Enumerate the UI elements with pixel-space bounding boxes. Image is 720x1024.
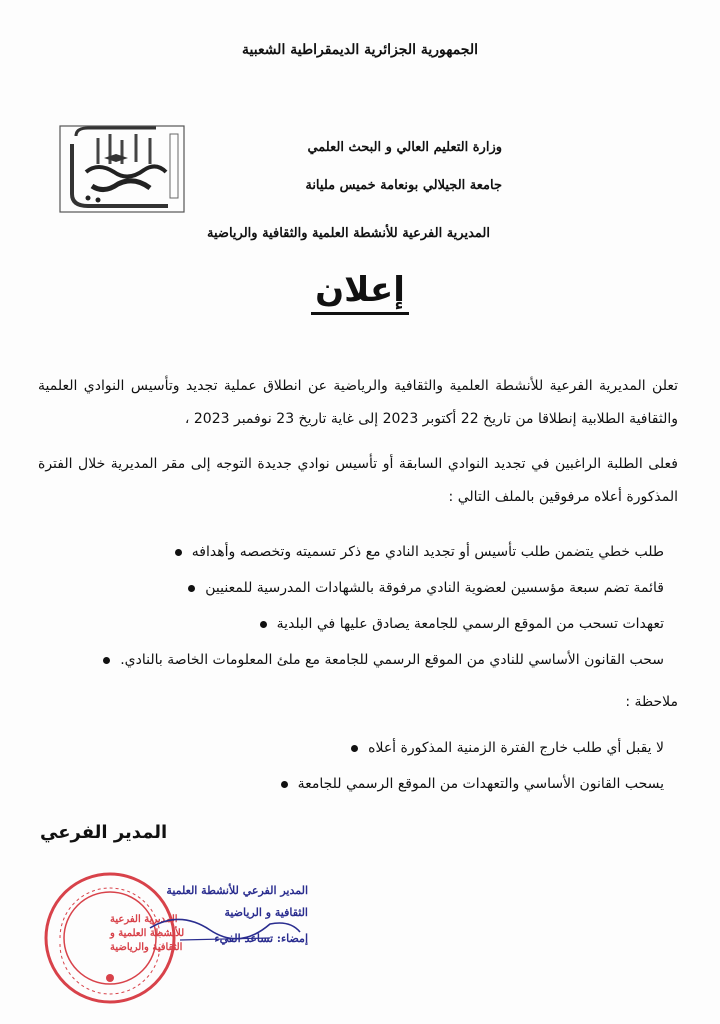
- requirements-list: [54, 534, 664, 678]
- note-label: ملاحظة :: [625, 694, 678, 710]
- list-item: [54, 606, 664, 642]
- rect-stamp-line: إمضاء: تساعد الفيء: [214, 932, 308, 945]
- university-name: جامعة الجيلالي بونعامة خميس مليانة: [305, 178, 502, 193]
- round-stamp-line: الثقافية والرياضية: [110, 942, 183, 953]
- list-item: [54, 766, 664, 802]
- list-item-text: قائمة تضم سبعة مؤسسين لعضوية النادي مرفوقة بالشهادات المدرسية للمعنيين: [205, 580, 664, 596]
- rect-stamp-line: المدير الفرعي للأنشطة العلمية: [166, 884, 308, 897]
- announcement-title-text: إعلان: [311, 270, 409, 315]
- rect-stamp-line: الثقافية و الرياضية: [224, 906, 308, 919]
- ministry-name: وزارة التعليم العالي و البحث العلمي: [307, 140, 502, 155]
- list-item-text: طلب خطي يتضمن طلب تأسيس أو تجديد النادي مع ذكر تسميته وتخصصه وأهدافه: [191, 544, 664, 560]
- bullet-icon: [260, 621, 267, 628]
- directorate-name: المديرية الفرعية للأنشطة العلمية والثقافية والرياضية: [207, 226, 490, 241]
- round-stamp-line: المديرية الفرعية: [110, 914, 178, 925]
- list-item: [54, 534, 664, 570]
- list-item-text: سحب القانون الأساسي للنادي من الموقع الرسمي للجامعة مع ملئ المعلومات الخاصة بالنادي.: [120, 652, 664, 668]
- republic-heading: الجمهورية الجزائرية الديمقراطية الشعبية: [241, 42, 478, 58]
- list-item: [54, 730, 664, 766]
- list-item: [54, 642, 664, 678]
- notes-list: [54, 730, 664, 802]
- bullet-icon: [103, 657, 110, 664]
- announcement-paragraph-2: فعلى الطلبة الراغبين في تجديد النوادي السابقة أو تأسيس نوادي جديدة التوجه إلى مقر المديرية خلال الفترة المذكورة أعلاه مرفوقين بالملف التالي :: [38, 456, 678, 505]
- signatory-title: المدير الفرعي: [40, 822, 168, 843]
- university-logo: [58, 124, 186, 214]
- list-item-text: لا يقبل أي طلب خارج الفترة الزمنية المذكورة أعلاه: [368, 740, 664, 756]
- bullet-icon: [175, 549, 182, 556]
- round-stamp-line: للأنشطة العلمية و: [110, 928, 185, 939]
- bullet-icon: [188, 585, 195, 592]
- list-item-text: يسحب القانون الأساسي والتعهدات من الموقع الرسمي للجامعة: [297, 776, 664, 792]
- announcement-title: [0, 270, 720, 310]
- bullet-icon: [281, 781, 288, 788]
- signature-scribble: [120, 880, 310, 960]
- announcement-paragraph-1: تعلن المديرية الفرعية للأنشطة العلمية والثقافية والرياضية عن انطلاق عملية تجديد وتأسيس النوادي العلمية والثقافية الطلابية إنطلاقا من تاريخ 22 أكتوبر 2023 إلى غاية تاريخ 23 نوفمبر 2023 ،: [38, 378, 678, 427]
- list-item: [54, 570, 664, 606]
- list-item-text: تعهدات تسحب من الموقع الرسمي للجامعة يصادق عليها في البلدية: [276, 616, 664, 632]
- bullet-icon: [351, 745, 358, 752]
